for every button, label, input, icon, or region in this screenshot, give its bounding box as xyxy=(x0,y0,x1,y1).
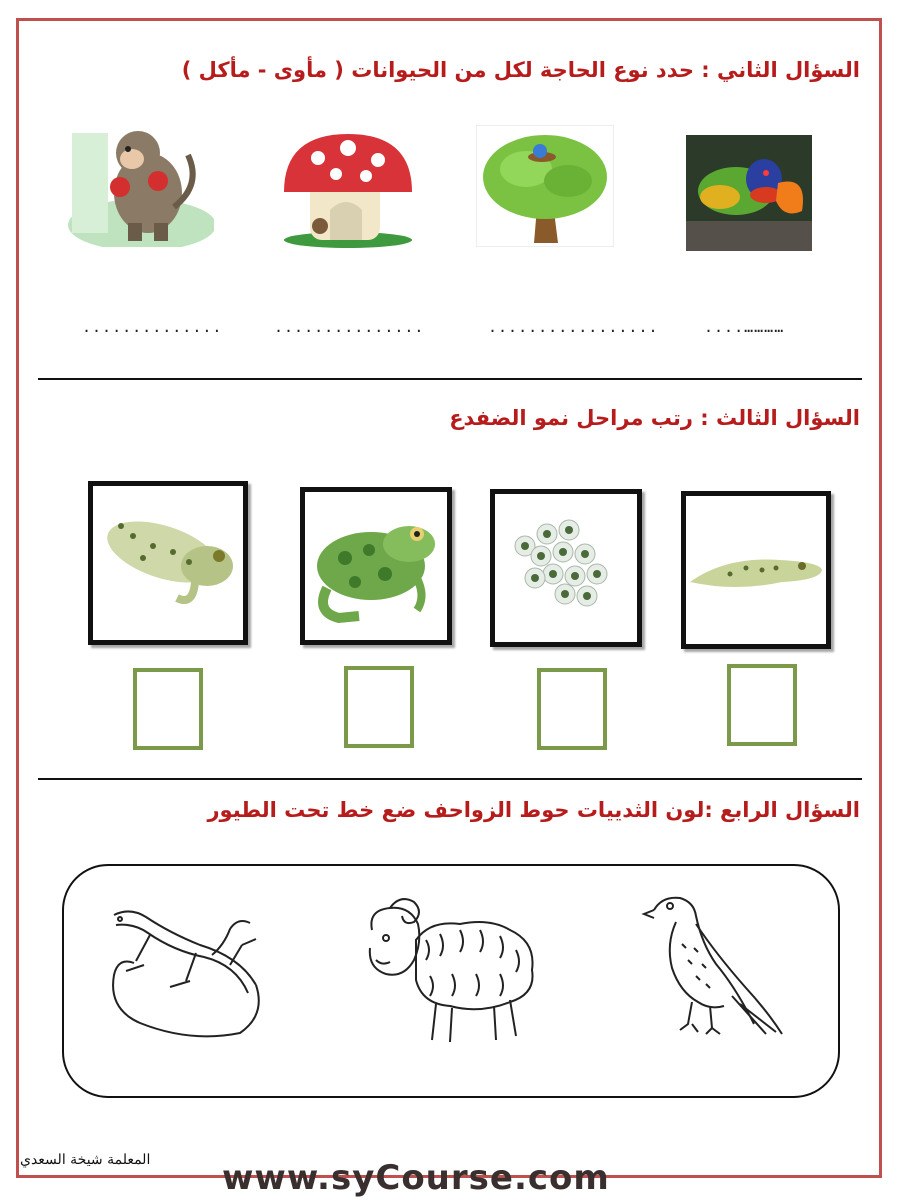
falcon-icon[interactable] xyxy=(636,884,786,1040)
order-box-2[interactable] xyxy=(344,666,414,748)
answer-blank-4[interactable]: ....………… xyxy=(704,318,785,336)
order-box-1[interactable] xyxy=(133,668,203,750)
stage-card-tadpole-with-legs xyxy=(88,481,248,645)
stage-card-tadpole xyxy=(681,491,831,649)
adult-frog-icon xyxy=(305,492,447,640)
stage-card-frog-eggs xyxy=(490,489,642,647)
mushroom-house-icon xyxy=(280,128,416,248)
answer-blank-1[interactable]: .............. xyxy=(82,318,223,336)
stage-card-adult-frog xyxy=(300,487,452,645)
question-2-title: السؤال الثاني : حدد نوع الحاجة لكل من الحيوانات ( مأوى - مأكل ) xyxy=(181,58,860,82)
lizard-icon[interactable] xyxy=(100,905,272,1045)
tadpole-with-legs-icon xyxy=(93,486,243,640)
tree-with-bird-nest-icon xyxy=(476,125,614,247)
frog-eggs-icon xyxy=(495,494,637,642)
question-4-title: السؤال الرابع :لون الثدييات حوط الزواحف ضع خط تحت الطيور xyxy=(207,798,860,822)
sheep-icon[interactable] xyxy=(360,890,544,1050)
section-divider xyxy=(38,778,862,780)
answer-blank-2[interactable]: ............... xyxy=(274,318,425,336)
parrot-eating-fruit-icon xyxy=(686,135,812,251)
answer-blank-3[interactable]: ................. xyxy=(488,318,659,336)
order-box-3[interactable] xyxy=(537,668,607,750)
order-box-4[interactable] xyxy=(727,664,797,746)
question-3-title: السؤال الثالث : رتب مراحل نمو الضفدع xyxy=(449,406,860,430)
monkey-eating-apple-icon xyxy=(62,115,214,247)
teacher-name: المعلمة شيخة السعدي xyxy=(20,1152,151,1168)
website-watermark: www.syCourse.com xyxy=(222,1158,610,1198)
section-divider xyxy=(38,378,862,380)
tadpole-icon xyxy=(686,496,826,644)
